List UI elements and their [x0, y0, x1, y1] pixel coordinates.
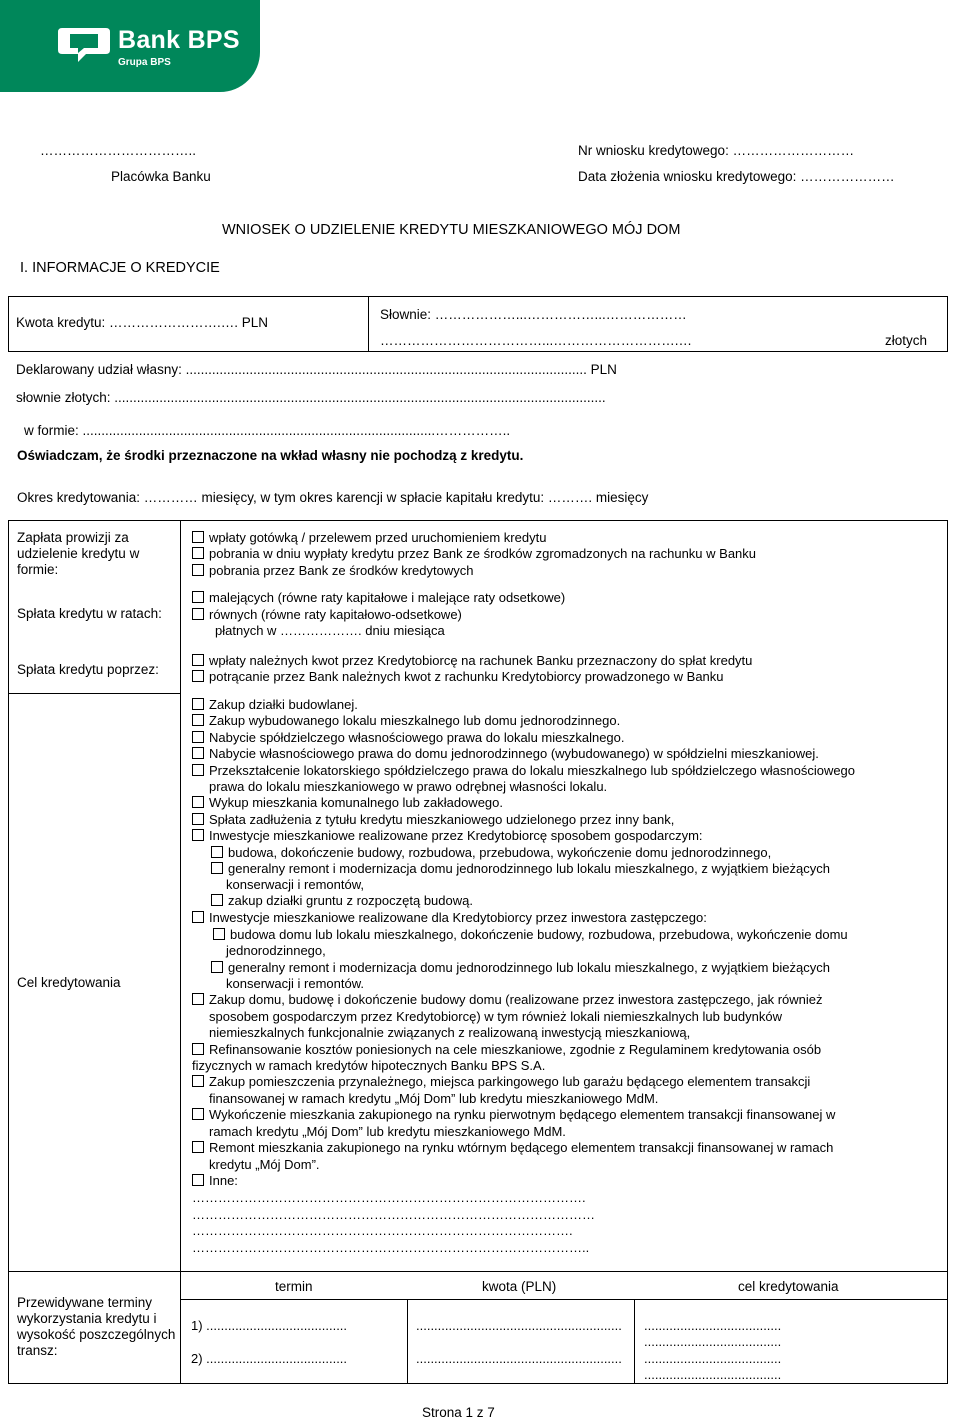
purpose-item[interactable]: Zakup wybudowanego lokalu mieszkalnego lub domu jednorodzinnego. [192, 713, 620, 729]
tranche-2-amount[interactable]: ......................................................... [416, 1351, 622, 1366]
application-number: Nr wniosku kredytowego: ……………………… [578, 143, 855, 158]
purpose-item-continuation: kredytu „Mój Dom”. [209, 1157, 320, 1172]
purpose-subitem[interactable]: zakup działki gruntu z rozpoczętą budową. [211, 893, 473, 909]
checkbox-icon[interactable] [192, 531, 204, 543]
fee-label: Zapłata prowizji za udzielenie kredytu w formie: [17, 530, 140, 577]
label-divider [8, 693, 181, 694]
fee-option-2[interactable]: pobrania w dniu wypłaty kredytu przez Bank ze środków zgromadzonych na rachunku w Banku [192, 546, 756, 562]
purpose-subitem[interactable]: generalny remont i modernizacja domu jednorodzinnego lub lokalu mieszkalnego, z wyjątkiem bieżących [211, 960, 830, 976]
brand-name: Bank BPS [118, 26, 240, 54]
tranche-2-date[interactable]: 2) ....................................... [191, 1351, 348, 1366]
checkbox-icon[interactable] [192, 1141, 204, 1153]
purpose-other-line[interactable]: ………………………………………………………………………………… [192, 1207, 595, 1222]
amount-divider [368, 296, 369, 352]
checkbox-icon[interactable] [192, 714, 204, 726]
purpose-item[interactable]: Zakup pomieszczenia przynależnego, miejsca parkingowego lub garażu będącego elementem transakcji [192, 1074, 810, 1090]
repayment-option-1[interactable]: wpłaty należnych kwot przez Kredytobiorcę na rachunek Banku przeznaczony do spłat kredytu [192, 653, 752, 669]
checkbox-icon[interactable] [192, 993, 204, 1005]
purpose-other-line[interactable]: ………………………………………………………………………………. [192, 1190, 586, 1205]
installment-option-decreasing[interactable]: malejących (równe raty kapitałowe i malejące raty odsetkowe) [192, 590, 565, 606]
checkbox-icon[interactable] [211, 846, 223, 858]
purpose-item[interactable]: Wykończenie mieszkania zakupionego na rynku pierwotnym będącego elementem transakcji finansowanej w [192, 1107, 835, 1123]
checkbox-icon[interactable] [192, 1043, 204, 1055]
bank-logo [0, 0, 260, 92]
own-contribution-words: słownie złotych: ................................................................................................................................... [16, 390, 606, 405]
purpose-item[interactable]: Inwestycje mieszkaniowe realizowane przez Kredytobiorcę sposobem gospodarczym: [192, 828, 703, 844]
checkbox-icon[interactable] [192, 813, 204, 825]
branch-dots: …………………………….. [40, 143, 197, 158]
tranches-label: Przewidywane terminy wykorzystania kredytu i wysokość poszczególnych transz: [17, 1295, 176, 1358]
checkbox-icon[interactable] [192, 591, 204, 603]
checkbox-icon[interactable] [192, 1108, 204, 1120]
checkbox-icon[interactable] [192, 547, 204, 559]
checkbox-icon[interactable] [192, 654, 204, 666]
section-title: I. INFORMACJE O KREDYCIE [20, 260, 220, 276]
purpose-item-continuation: sposobem gospodarczym przez Kredytobiorcę) w tym również lokali niemieszkalnych lub budynków [209, 1009, 782, 1024]
purpose-other-line[interactable]: ……………………………………………………………………………. [192, 1223, 573, 1238]
fee-option-3[interactable]: pobrania przez Bank ze środków kredytowych [192, 563, 473, 579]
purpose-item[interactable]: Nabycie własnościowego prawa do domu jednorodzinnego (wybudowanego) w spółdzielni mieszkaniowej. [192, 746, 819, 762]
credit-period: Okres kredytowania: ………… miesięcy, w tym okres karencji w spłacie kapitału kredytu: ………. miesięcy [17, 490, 649, 505]
purpose-subitem[interactable]: generalny remont i modernizacja domu jednorodzinnego lub lokalu mieszkalnego, z wyjątkiem bieżących [211, 861, 830, 877]
tranche-purpose-extra[interactable]: ...................................... [644, 1334, 782, 1349]
application-date: Data złożenia wniosku kredytowego: ………………… [578, 169, 895, 184]
installment-option-equal[interactable]: równych (równe raty kapitałowo-odsetkowe) [192, 607, 462, 623]
tranche-column-divider [634, 1299, 635, 1384]
branch-label: Placówka Banku [111, 169, 211, 184]
purpose-item[interactable]: Przekształcenie lokatorskiego spółdzielczego prawa do lokalu mieszkalnego lub spółdzielczego własnościowego [192, 763, 855, 779]
purpose-item-continuation: fizycznych w ramach kredytów hipotecznych Banku BPS S.A. [192, 1058, 546, 1073]
fee-option-1[interactable]: wpłaty gotówką / przelewem przed uruchomieniem kredytu [192, 530, 546, 546]
purpose-other-line[interactable]: ……………………………………………………………………………….. [192, 1240, 590, 1255]
checkbox-icon[interactable] [213, 928, 225, 940]
tranche-header-divider [181, 1299, 948, 1300]
purpose-item[interactable]: Remont mieszkania zakupionego na rynku wtórnym będącego elementem transakcji finansowanej w ramach [192, 1140, 833, 1156]
purpose-item[interactable]: Zakup domu, budowę i dokończenie budowy domu (realizowane przez inwestora zastępczego, jak również [192, 992, 823, 1008]
purpose-subitem-continuation: konserwacji i remontów, [226, 877, 364, 892]
purpose-item[interactable]: Refinansowanie kosztów poniesionych na cele mieszkaniowe, zgodnie z Regulaminem kredytowania osób [192, 1042, 821, 1058]
tranche-header-kwota: kwota (PLN) [482, 1279, 557, 1294]
table-column-divider [180, 520, 181, 1384]
checkbox-icon[interactable] [192, 698, 204, 710]
checkbox-icon[interactable] [192, 731, 204, 743]
purpose-item[interactable]: Wykup mieszkania komunalnego lub zakładowego. [192, 795, 503, 811]
tranche-1-purpose[interactable]: ...................................... [644, 1318, 782, 1333]
tranche-divider [8, 1271, 948, 1272]
tranche-1-amount[interactable]: ......................................................... [416, 1318, 622, 1333]
tranche-1-date[interactable]: 1) ....................................... [191, 1318, 348, 1333]
tranche-2-purpose[interactable]: ...................................... [644, 1351, 782, 1366]
purpose-subitem-continuation: jednorodzinnego, [226, 943, 326, 958]
purpose-item[interactable]: Spłata zadłużenia z tytułu kredytu mieszkaniowego udzielonego przez inny bank, [192, 812, 674, 828]
checkbox-icon[interactable] [192, 1075, 204, 1087]
purpose-item-continuation: prawa do lokalu mieszkaniowego w prawo odrębnej własności lokalu. [209, 779, 608, 794]
page-title: WNIOSEK O UDZIELENIE KREDYTU MIESZKANIOWEGO MÓJ DOM [222, 222, 681, 238]
purpose-item[interactable]: Inwestycje mieszkaniowe realizowane dla Kredytobiorcy przez inwestora zastępczego: [192, 910, 707, 926]
own-funds-declaration: Oświadczam, że środki przeznaczone na wkład własny nie pochodzą z kredytu. [17, 448, 524, 463]
amount-in-words: Słownie: ………………...……………...……………… [380, 307, 687, 322]
checkbox-icon[interactable] [192, 670, 204, 682]
page-number: Strona 1 z 7 [422, 1405, 495, 1420]
purpose-item[interactable]: Zakup działki budowlanej. [192, 697, 358, 713]
brand-group: Grupa BPS [118, 57, 171, 68]
purpose-item-continuation: niemieszkalnych funkcjonalnie związanych z realizowaną inwestycją mieszkaniową, [209, 1025, 691, 1040]
own-contribution-form: w formie: ..............................................................................................…………….. [24, 423, 511, 438]
purpose-label: Cel kredytowania [17, 975, 121, 990]
purpose-other[interactable]: Inne: [192, 1173, 238, 1189]
purpose-item-continuation: ramach kredytu „Mój Dom” lub kredytu mieszkaniowego MdM. [209, 1124, 566, 1139]
own-contribution: Deklarowany udział własny: ........................................................................................................... PLN [16, 362, 617, 377]
credit-amount: Kwota kredytu: …………………….…. PLN [16, 315, 269, 330]
tranche-purpose-extra[interactable]: ...................................... [644, 1367, 782, 1382]
bank-bps-logo-icon [56, 24, 112, 64]
installments-label: Spłata kredytu w ratach: [17, 606, 162, 621]
payment-day: płatnych w ………………. dniu miesiąca [215, 623, 445, 638]
checkbox-icon[interactable] [192, 764, 204, 776]
checkbox-icon[interactable] [211, 961, 223, 973]
repayment-option-2[interactable]: potrącanie przez Bank należnych kwot z rachunku Kredytobiorcy prowadzonego w Banku [192, 669, 724, 685]
tranche-column-divider [407, 1299, 408, 1384]
checkbox-icon[interactable] [192, 829, 204, 841]
amount-in-words-line2: ………………………………...……………………….… [380, 333, 693, 348]
purpose-item-continuation: finansowanej w ramach kredytu „Mój Dom” lub kredytu mieszkaniowego MdM. [209, 1091, 659, 1106]
purpose-subitem-continuation: konserwacji i remontów. [226, 976, 364, 991]
checkbox-icon[interactable] [192, 911, 204, 923]
checkbox-icon[interactable] [211, 862, 223, 874]
checkbox-icon[interactable] [211, 894, 223, 906]
purpose-subitem[interactable]: budowa domu lub lokalu mieszkalnego, dokończenie budowy, rozbudowa, przebudowa, wykończenie domu [213, 927, 848, 943]
checkbox-icon[interactable] [192, 747, 204, 759]
checkbox-icon[interactable] [192, 796, 204, 808]
tranche-header-cel: cel kredytowania [738, 1279, 839, 1294]
currency-word: złotych [885, 333, 928, 348]
checkbox-icon[interactable] [192, 1174, 204, 1186]
checkbox-icon[interactable] [192, 608, 204, 620]
checkbox-icon[interactable] [192, 564, 204, 576]
purpose-item[interactable]: Nabycie spółdzielczego własnościowego prawa do lokalu mieszkalnego. [192, 730, 625, 746]
purpose-subitem[interactable]: budowa, dokończenie budowy, rozbudowa, przebudowa, wykończenie domu jednorodzinnego, [211, 845, 771, 861]
repayment-label: Spłata kredytu poprzez: [17, 662, 159, 677]
tranche-header-termin: termin [275, 1279, 313, 1294]
